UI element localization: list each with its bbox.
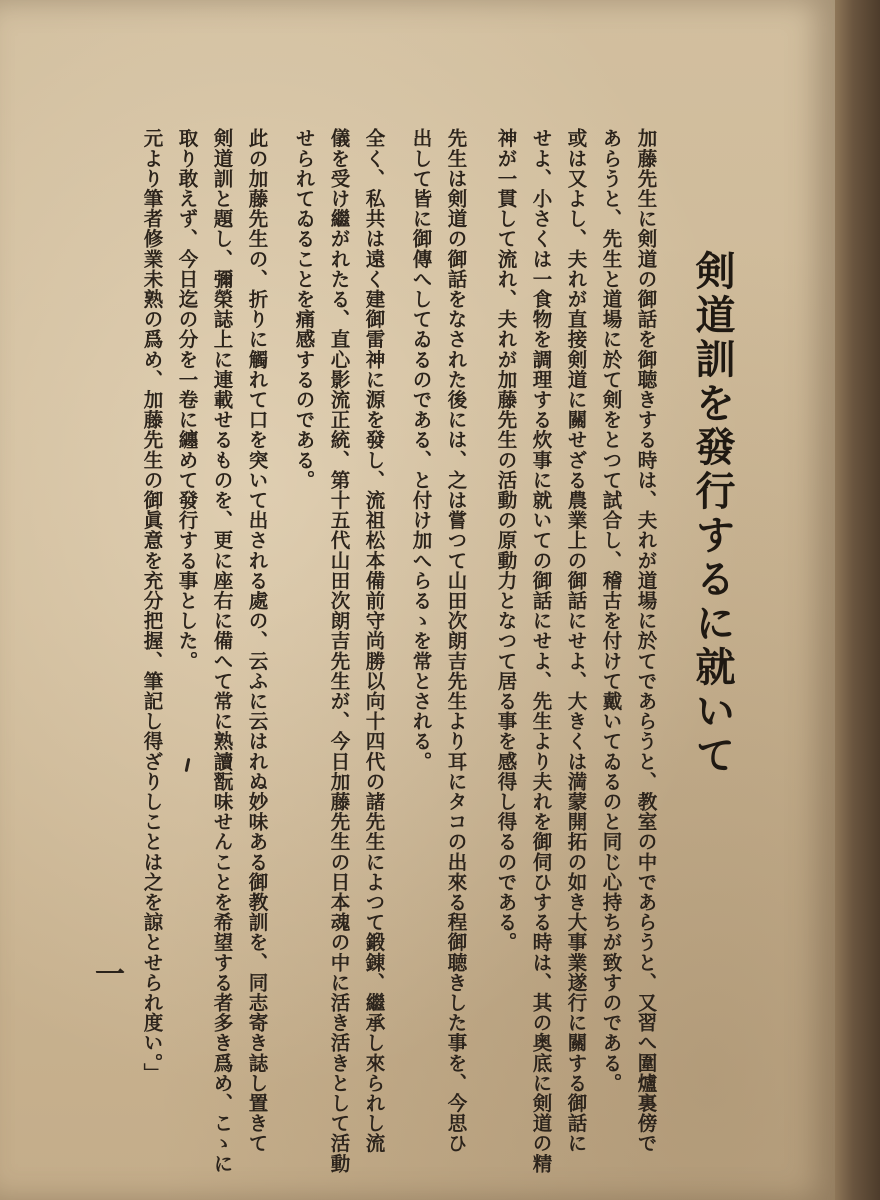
text-column: 元より筆者修業未熟の爲め、加藤先生の御眞意を充分把握、筆記し得ざりしことは之を諒とせられ度い。」: [140, 128, 164, 1084]
text-column: 剣道訓と題し、彌榮誌上に連載せるものを、更に座右に備へて常に熟讀翫味せんことを希望する者多き爲め、こゝに: [210, 128, 234, 1174]
text-column: 加藤先生に剣道の御話を御聴きする時は、夫れが道場に於てであらうと、教室の中であらうと、又習へ圍爐裏傍で: [634, 128, 658, 1154]
text-column: 儀を受け繼がれたる、直心影流正統、第十五代山田次朗吉先生が、今日加藤先生の日本魂の中に活き活きとして活動: [327, 128, 351, 1174]
text-column: 神が一貫して流れ、夫れが加藤先生の活動の原動力となつて居る事を感得し得るのである。: [494, 128, 518, 953]
text-column: 或は又よし、夫れが直接剣道に關せざる農業上の御話にせよ、大きくは満蒙開拓の如き大事業遂行に關する御話に: [564, 128, 588, 1154]
page-number: 一: [89, 958, 124, 988]
text-column: 此の加藤先生の、折りに觸れて口を突いて出される處の、云ふに云はれぬ妙味ある御教訓を、同志寄き誌し置きて: [245, 128, 269, 1154]
text-column: 先生は剣道の御話をなされた後には、之は嘗つて山田次朗吉先生より耳にタコの出來る程御聴きした事を、今思ひ: [444, 128, 468, 1154]
text-column: せよ、小さくは一食物を調理する炊事に就いての御話にせよ、先生より夫れを御伺ひする時は、其の奥底に剣道の精: [529, 128, 553, 1174]
page-edge-shadow: [835, 0, 880, 1200]
text-column: あらうと、先生と道場に於て剣をとつて試合し、稽古を付けて戴いてゐるのと同じ心持ちが致すのである。: [599, 128, 623, 1093]
page-title: 剣道訓を發行するに就いて: [689, 250, 736, 778]
text-column: 全く、私共は遠く建御雷神に源を發し、流祖松本備前守尚勝以向十四代の諸先生によつて鍛錬、繼承し來られし流: [362, 128, 386, 1154]
text-column: せられてゐることを痛感するのである。: [292, 128, 316, 490]
text-column: 出して皆に御傳へしてゐるのである、と付け加へらるゝを常とされる。: [409, 128, 433, 772]
text-column: 取り敢えず、今日迄の分を一卷に纏めて發行する事とした。: [175, 128, 199, 671]
ink-mark: [185, 758, 191, 772]
